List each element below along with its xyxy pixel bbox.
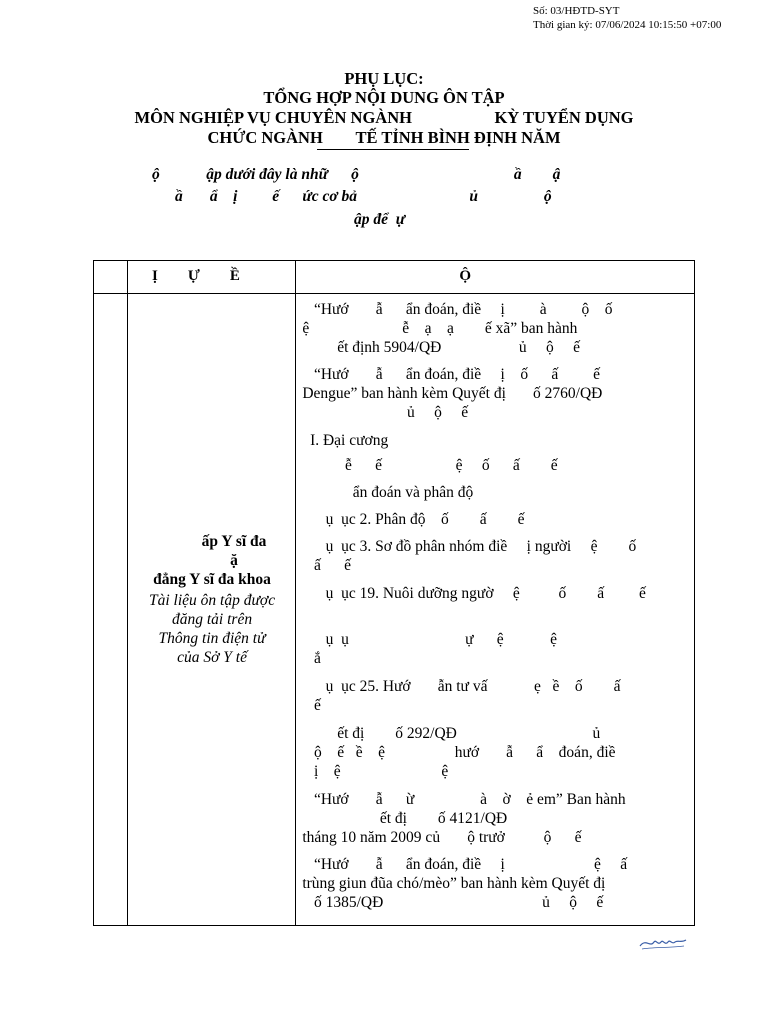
content-line: ụ ụ ự ệ ệ xyxy=(302,631,557,648)
table-row xyxy=(94,294,695,926)
position-line-1: ấp Y sĩ đa xyxy=(201,533,267,550)
summary-title: TỔNG HỢP NỘI DUNG ÔN TẬP xyxy=(263,88,505,107)
content-line: ấ ế xyxy=(302,557,351,574)
review-content-table xyxy=(93,260,695,926)
content-line: ễ ế ệ ố ấ ế xyxy=(302,457,558,474)
content-line: ết đị ố 292/QĐ ủ xyxy=(302,725,601,742)
intro-line-3: ập để ự xyxy=(354,211,406,228)
row-position-cell xyxy=(128,294,296,926)
header-cell-content xyxy=(296,261,695,294)
content-line: tháng 10 năm 2009 củ ộ trưở ộ ế xyxy=(302,829,582,846)
content-line: ụ ục 25. Hướ ẫn tư vấ ẹ ề ố ấ xyxy=(302,678,621,695)
content-line: “Hướ ẫ ừ à ờ ẻ em” Ban hành xyxy=(302,791,626,808)
title-underline xyxy=(317,149,469,150)
document-number: Số: 03/HĐTD-SYT xyxy=(533,5,620,17)
content-line: ết đị ố 4121/QĐ xyxy=(302,810,508,827)
signing-time: Thời gian ký: 07/06/2024 10:15:50 +07:00 xyxy=(533,19,722,31)
content-line: ụ ục 19. Nuôi dưỡng ngườ ệ ố ấ ế xyxy=(302,585,646,602)
row-content-cell xyxy=(296,294,695,926)
content-line: ủ ộ ế xyxy=(302,404,469,421)
content-line: “Hướ ẫ ẩn đoán, điề ị à ộ ố xyxy=(302,301,613,318)
job-title: CHỨC NGÀNH TẾ TỈNH BÌNH ĐỊNH NĂM xyxy=(207,128,561,147)
content-line: ết định 5904/QĐ ủ ộ ế xyxy=(302,339,581,356)
table-header-row xyxy=(94,261,695,294)
content-line: trùng giun đũa chó/mèo” ban hành kèm Quyết đị xyxy=(302,875,606,892)
appendix-title: PHỤ LỤC: xyxy=(344,69,424,88)
position-line-3: đẳng Y sĩ đa khoa xyxy=(153,571,271,588)
material-note-2: đăng tải trên xyxy=(172,611,253,628)
material-note-1: Tài liệu ôn tập được xyxy=(149,592,276,609)
position-description xyxy=(128,532,296,667)
row-index-cell xyxy=(94,294,128,926)
content-line: ộ ế ề ệ hướ ẫ ẩ đoán, điề xyxy=(302,744,616,761)
content-line: ụ ục 2. Phân độ ố ấ ế xyxy=(302,511,525,528)
intro-line-1: ộ ập dưới đây là nhữ ộ ầ ậ xyxy=(152,166,561,183)
digital-signature-stamp xyxy=(533,4,721,32)
content-line: I. Đại cương xyxy=(302,432,389,449)
content-line: ắ xyxy=(302,650,321,667)
content-line: ế xyxy=(302,697,321,714)
content-line: ị ệ ệ xyxy=(302,763,449,780)
subject-title: MÔN NGHIỆP VỤ CHUYÊN NGÀNH KỲ TUYỂN DỤNG xyxy=(134,108,634,127)
content-line: ố 1385/QĐ ủ ộ ế xyxy=(302,894,604,911)
intro-line-2: ầ ẩ ị ế ức cơ bả ủ ộ xyxy=(175,188,552,205)
material-note-3: Thông tin điện tử xyxy=(158,630,266,647)
content-line: “Hướ ẫ ẩn đoán, điề ị ố ấ ế xyxy=(302,366,600,383)
content-line: “Hướ ẫ ẩn đoán, điề ị ệ ấ xyxy=(302,856,628,873)
material-note-4: của Sở Y tế xyxy=(177,649,247,666)
content-line: ụ ục 3. Sơ đồ phân nhóm điề ị người ệ ố xyxy=(302,538,637,555)
content-line: ệ ễ ạ ạ ế xã” ban hành xyxy=(302,320,578,337)
content-line: ẩn đoán và phân độ xyxy=(302,484,474,501)
content-line: Dengue” ban hành kèm Quyết đị ố 2760/QĐ xyxy=(302,385,603,402)
header-content-label: Ộ xyxy=(459,268,471,284)
position-line-2: ặ xyxy=(230,552,238,569)
header-cell-position xyxy=(128,261,296,294)
header-position-label: Ị Ự Ề xyxy=(152,268,240,284)
handwritten-signature-icon xyxy=(638,934,688,952)
header-cell-index xyxy=(94,261,128,294)
